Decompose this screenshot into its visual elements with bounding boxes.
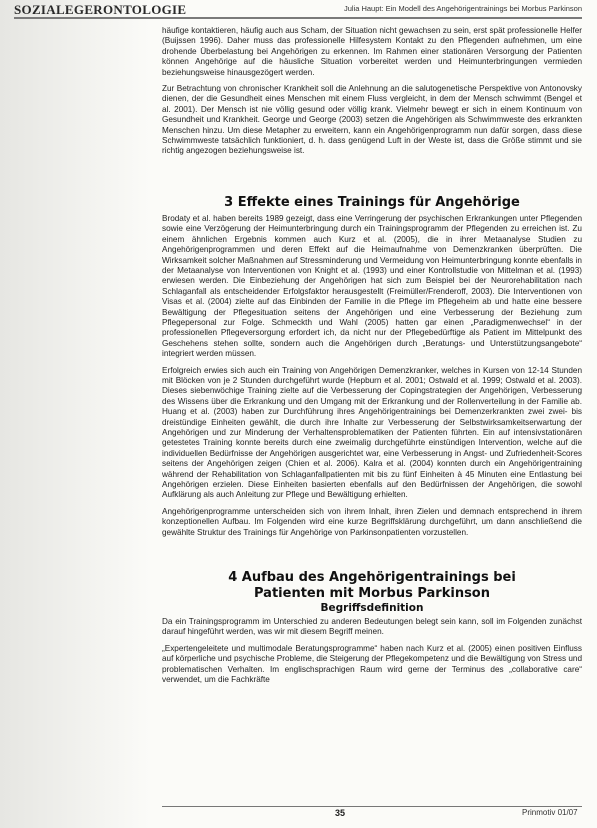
subsection-heading: Begriffsdefinition [320, 602, 424, 615]
section-4-paragraph: „Expertengeleitete und multimodale Beratungsprogramme“ haben nach Kurz et al. (2005) einen positiven Einfluss auf körperliche und psychische Probleme, die Steigerung der Pflegekompetenz und die Bewältigung von Stress und problematischen Verhalten. Im englischsprachigen Raum wird gerne der Terminus des „collaborative care“ verwendet, um die Fachkräfte [162, 643, 582, 685]
section-3-paragraph: Angehörigenprogramme unterscheiden sich von ihrem Inhalt, ihren Zielen und demnach entsprechend in ihrem konzeptionellen Aufbau. Im Folgenden wird eine kurze Begriffsklärung durchgeführt, um dann anschließend die gewählte Struktur des Trainings für Angehörige von Parkinsonpatienten vorzustellen. [162, 506, 582, 537]
issue-label: Prinmotiv 01/07 [522, 808, 578, 817]
section-4-heading-line1: 4 Aufbau des Angehörigentrainings bei [228, 570, 516, 586]
page-number: 35 [335, 808, 346, 818]
header-rule [14, 17, 582, 19]
article-body [162, 26, 582, 692]
intro-paragraph: Zur Betrachtung von chronischer Krankheit soll die Anlehnung an die salutogenetische Perspektive von Antonovsky dienen, der die Gesundheit eines Menschen mit einem Fluss vergleicht, in dem der Mensch schwimmt (Bengel et al. 2001). Der Mensch ist nie völlig gesund oder völlig krank. Vielmehr bewegt er sich in einem Kontinuum von Gesundheit und Krankheit. George und George (2003) setzen die Angehörigen als Schwimmweste des erkrankten Menschen hinzu. Um diese Metapher zu erweitern, kann ein Angehörigenprogramm nun dafür sorgen, dass diese Schwimmweste tatsächlich funktioniert, d. h. dass genügend Luft in der Weste ist, dass die Größe stimmt und sie richtig angezogen beziehungsweise ist. [162, 84, 582, 156]
scan-shadow [0, 0, 150, 828]
journal-brand: SOZIALEGERONTOLOGIE [14, 2, 187, 17]
section-4-heading-line2: Patienten mit Morbus Parkinson [254, 586, 490, 602]
running-title: Julia Haupt: Ein Modell des Angehörigentrainings bei Morbus Parkinson [343, 4, 582, 13]
section-3-paragraph: Erfolgreich erwies sich auch ein Training von Angehörigen Demenzkranker, welches in Kursen von 12-14 Stunden mit Blöcken von je 2 Stunden durchgeführt wurde (Hepburn et al. 2001; Ostwald et al. 1999; Ostwald et al. 2003). Dieses siebenwöchige Training zielte auf die Verbesserung der Copingstrategien der Angehörigen, Verbesserung des Wissens über die Erkrankung und den Umgang mit der Erkrankung und der Rollenverteilung in der Familie ab. Huang et al. (2003) haben zur Durchführung ihres Angehörigentrainings bei Demenzerkrankten zwei zwei- bis dreistündige Einheiten gewählt, die durch ihre Inhalte zur Verbesserung der Selbstwirksamkeitserwartung der Angehörigen und zur Minderung der Verhaltensproblematiken der Patienten führten. Ein auf intensivstationären getestetes Training konnte bereits durch eine zweimalig durchgeführte einstündigen Intervention, welche auf die individuellen Bedürfnisse der Angehörigen ausgerichtet war, eine Verbesserung in Angst- und Zufriedenheit-Scores seitens der Angehörigen zeigen (Chien et al. 2006). Kalra et al. (2004) konnten durch ein Angehörigentraining während der Rehabilitation von Schlaganfallpatienten mit bis zu fünf Einheiten à 45 Minuten eine Entlastung bei Angehörigen erzielen. Diese Einheiten basierten ebenfalls auf den Bedürfnissen der Angehörigen, die sowohl Aufklärung als auch Anleitung zur Pflege und Bewältigung erhielten. [162, 365, 582, 500]
footer-rule [162, 806, 582, 807]
section-4-paragraph: Da ein Trainingsprogramm im Unterschied zu anderen Bedeutungen belegt sein kann, soll im Folgenden zunächst darauf hingeführt werden, was wir mit diesem Begriff meinen. [162, 617, 582, 637]
section-3-paragraph: Brodaty et al. haben bereits 1989 gezeigt, dass eine Verringerung der psychischen Erkrankungen unter Pflegenden sowie eine Verzögerung der Heimunterbringung durch ein Trainingsprogramm der Pflegenden zu erreichen ist. Zu einem ähnlichen Ergebnis kommen auch Kurz et al. (2005), die in ihrer Metaanalyse Studien zu Angehörigenprogrammen und deren Effekt auf die Heimaufnahme von Demenzkranken überprüften. Die Wirksamkeit solcher Maßnahmen auf Stressminderung und Vermeidung von Heimunterbringung konnte ebenfalls in der Metaanalyse von Interventionen von Knight et al. (1993) und einer Kontrollstudie von Mittelman et al. (1993) erwiesen werden. Die Einbeziehung der Angehörigen hat sich zum Beispiel bei der Neurorehabilitation nach Schlaganfall als entscheidender Erfolgsfaktor herausgestellt (Freimüller/Frenderoff, 2003). Die Interventionen von Visas et al. (2004) zielte auf das Einbinden der Familie in die Pflege im Pflegeheim ab und hatte eine bessere Bewältigung der Pflegesituation seitens der Angehörigen und eine Verbesserung der Beziehung zum Pflegepersonal zur Folge. Schmeckth und Wahl (2005) hatten gar einen „Paradigmenwechsel“ in der professionellen Pflegeversorgung erfordert ich, da nicht nur der Pflegebedürftige als Patient im Mittelpunkt des Geschehens stehen sollte, sondern auch die Angehörigen durch „Beratungs- und Unterstützungsangebote“ integriert werden müssen. [162, 213, 582, 359]
intro-paragraph: häufige kontaktieren, häufig auch aus Scham, der Situation nicht gewachsen zu sein, erst spät professionelle Helfer (Buijssen 1996). Daher muss das professionelle Hilfesystem Kontakt zu den Pflegenden aufnehmen, um eine drohende Überbelastung bei Angehörigen zu erkennen. Im Rahmen einer stationären Versorgung der Patienten können Angehörige auf die häusliche Situation vorbereitet werden und Heimunterbringungen vermieden beziehungsweise hinausgezögert werden. [162, 26, 582, 77]
section-3-heading: 3 Effekte eines Trainings für Angehörige [224, 194, 520, 210]
